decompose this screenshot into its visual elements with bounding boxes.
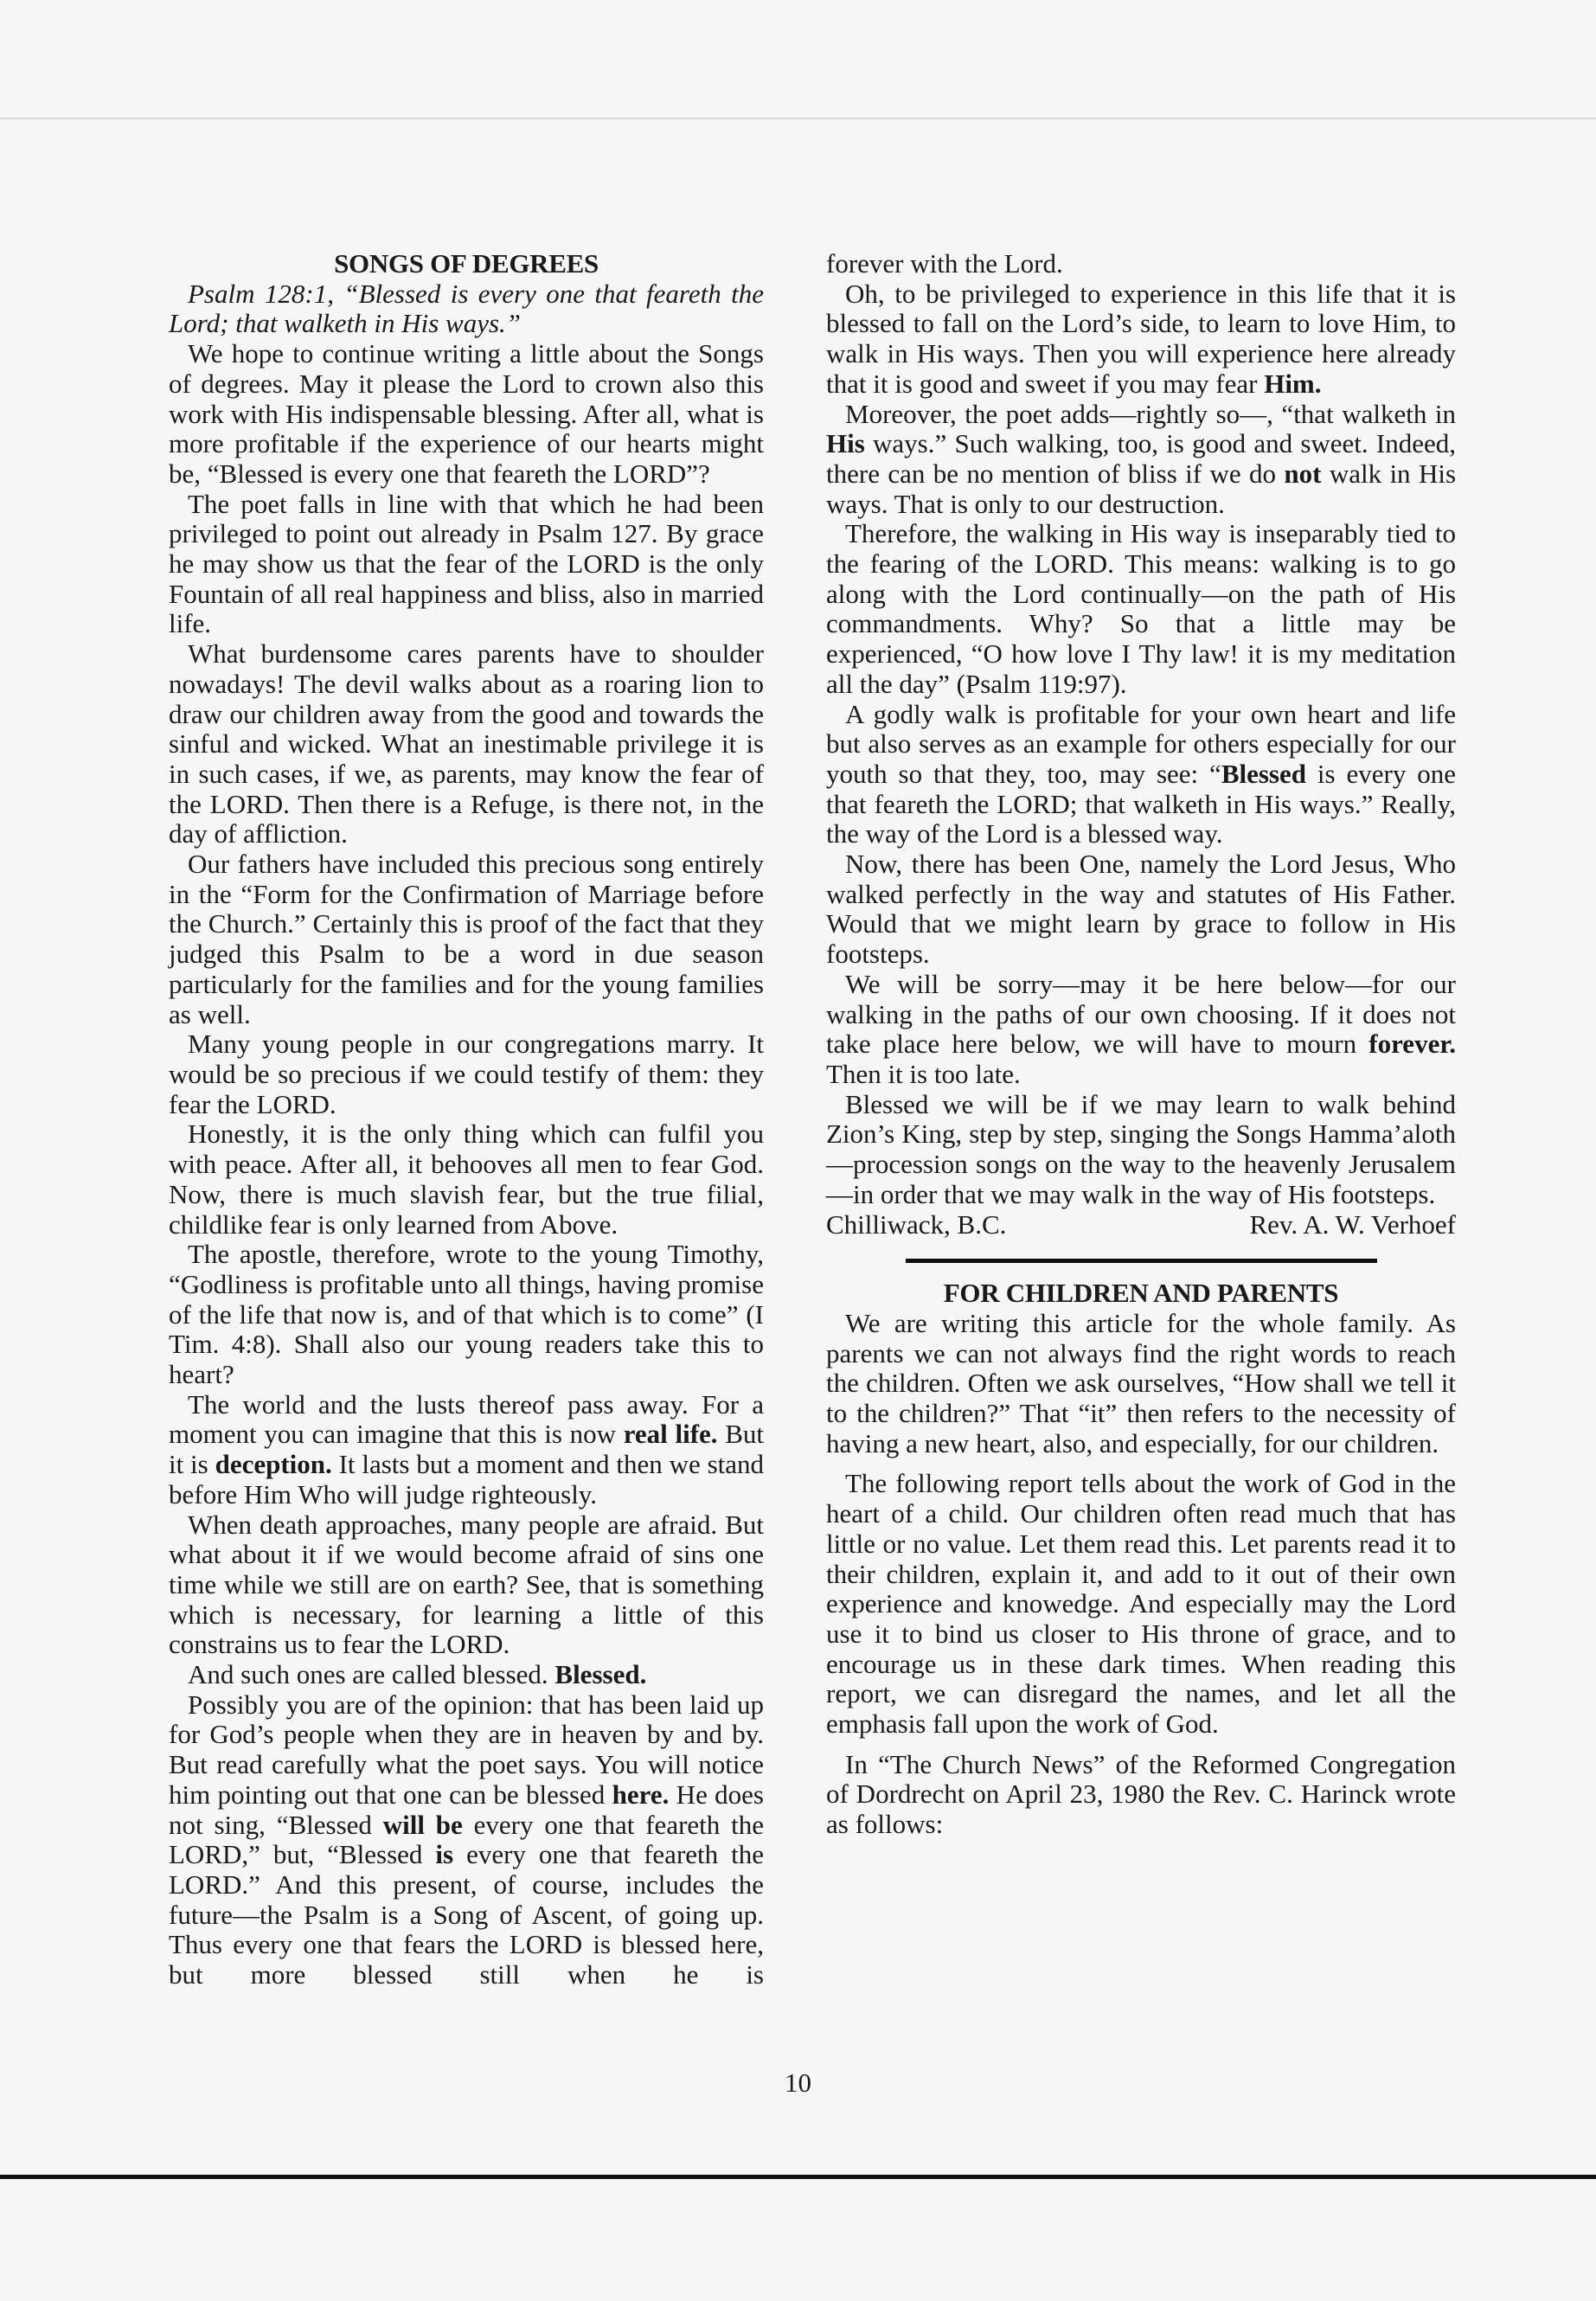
paragraph xyxy=(826,1090,1456,1210)
text-run: Possibly you are of the opinion: that has been laid up for God’s people when they are in heaven by and by. But read carefully what the poet says. You will notice him pointing out that one can be blessed xyxy=(169,1689,764,1810)
paragraph xyxy=(826,1469,1456,1739)
paragraph xyxy=(169,1660,764,1690)
text-run: What burdensome cares parents have to shoulder nowadays! The devil walks about as a roaring lion to draw our children away from the good and towards the sinful and wicked. What an inestimable privilege it is in such cases, if we, as parents, may know the fear of the LORD. Then there is a Refuge, is there not, in the day of affliction. xyxy=(169,638,764,849)
text-run: ways.” Such walking, too, is good and sweet. Indeed, there can be no mention of bliss if we do xyxy=(826,428,1456,489)
article-title-for-children-and-parents: FOR CHILDREN AND PARENTS xyxy=(943,1278,1339,1309)
paragraph xyxy=(169,1240,764,1390)
text-run: A godly walk is profitable for your own heart and life but also serves as an example for others especially for our youth so that they, too, may see: “ xyxy=(826,698,1456,789)
text-run: He does not sing, “Blessed xyxy=(169,1779,764,1840)
text-run: Now, there has been One, namely the Lord Jesus, Who walked perfectly in the way and statutes of His Father. Would that we might learn by grace to follow in His footsteps. xyxy=(826,849,1456,970)
text-run: Oh, to be privileged to experience in this life that it is blessed to fall on the Lord’s side, to learn to love Him, to walk in His ways. Then you will experience here already that it is good and sweet if you may fear xyxy=(826,278,1456,399)
text-run: Many young people in our congregations marry. It would be so precious if we could testify of them: they fear the LORD. xyxy=(169,1029,764,1119)
paragraph xyxy=(169,1510,764,1661)
paragraph xyxy=(169,1029,764,1119)
paragraph xyxy=(826,279,1456,400)
text-run: every one that feareth the LORD,” but, “Blessed xyxy=(169,1809,764,1870)
text-run: Therefore, the walking in His way is inseparably tied to the fearing of the LORD. This means: walking is to go along with the Lord continually—on the path of His commandments. Why? So that a little may be experienced, “O how love I Thy law! it is my meditation all the day” (Psalm 119:97). xyxy=(826,518,1456,699)
bold-text: Blessed. xyxy=(554,1659,647,1690)
text-run: forever with the Lord. xyxy=(826,248,1063,279)
paragraph xyxy=(169,279,764,339)
paragraph xyxy=(169,639,764,849)
text-run: The world and the lusts thereof pass away. For a moment you can imagine that this is now xyxy=(169,1388,764,1450)
bold-text: will be xyxy=(382,1809,463,1840)
text-run: is every one that feareth the LORD; that walketh in His ways.” Really, the way of the Lord is a blessed way. xyxy=(826,758,1456,849)
paragraph xyxy=(169,1390,764,1510)
paragraph xyxy=(169,1119,764,1240)
paragraph xyxy=(826,970,1456,1090)
right-column xyxy=(826,249,1456,1840)
text-run: every one that feareth the LORD.” And this present, of course, includes the future—the Psalm is a Song of Ascent, of going up. Thus every one that fears the LORD is blessed here, but more blessed still when he is xyxy=(169,1839,764,1990)
bold-text: Him. xyxy=(1264,368,1322,399)
bold-text: is xyxy=(435,1839,454,1870)
article-signature xyxy=(826,1210,1456,1240)
paragraph xyxy=(826,249,1456,279)
paragraph xyxy=(169,339,764,490)
text-run: walk in His ways. That is only to our destruction. xyxy=(826,458,1457,519)
signature-author: Rev. A. W. Verhoef xyxy=(1249,1208,1456,1240)
article1-right-body xyxy=(826,249,1456,1210)
paragraph xyxy=(169,490,764,640)
article2-body xyxy=(826,1309,1456,1840)
paragraph xyxy=(826,849,1456,970)
bold-text: forever. xyxy=(1368,1029,1456,1060)
text-run: The apostle, therefore, wrote to the young Timothy, “Godliness is profitable unto all things, having promise of the life that now is, and of that which is to come” (I Tim. 4:8). Shall also our young readers take this to heart? xyxy=(169,1239,764,1390)
text-run: But it is xyxy=(169,1419,764,1480)
text-run: The following report tells about the work of God in the heart of a child. Our children often read much that has little or no value. Let them read this. Let parents read it to their children, explain it, and add to it out of their own experience and knowedge. And especially may the Lord use it to bind us closer to His throne of grace, and to encourage us in these dark times. When reading this report, we can disregard the names, and let all the emphasis fall upon the work of God. xyxy=(826,1468,1456,1740)
bold-text: His xyxy=(826,428,865,459)
text-run: Our fathers have included this precious song entirely in the “Form for the Confirmation of Marriage before the Church.” Certainly this is proof of the fact that they judged this Psalm to be a word in due season particularly for the families and for the young families as well. xyxy=(169,849,764,1029)
text-run: Blessed we will be if we may learn to walk behind Zion’s King, step by step, singing the Songs Hamma’aloth—procession songs on the way to the heavenly Jerusalem—in order that we may walk in the way of His footsteps. xyxy=(826,1088,1456,1209)
paragraph xyxy=(826,519,1456,699)
text-run: The poet falls in line with that which he had been privileged to point out already in Psalm 127. By grace he may show us that the fear of the LORD is the only Fountain of all real happiness and bliss, also in married life. xyxy=(169,488,764,639)
text-run: And such ones are called blessed. xyxy=(188,1659,555,1690)
text-run: It lasts but a moment and then we stand before Him Who will judge righteously. xyxy=(169,1449,765,1509)
page-bottom-rule xyxy=(0,2175,1596,2179)
text-run: In “The Church News” of the Reformed Congregation of Dordrecht on April 23, 1980 the Rev. C. Harinck wrote as follows: xyxy=(826,1748,1456,1840)
text-run: We will be sorry—may it be here below—for our walking in the paths of our own choosing. If it does not take place here below, we will have to mourn xyxy=(826,968,1456,1060)
signature-place: Chilliwack, B.C. xyxy=(826,1208,1007,1240)
text-run: When death approaches, many people are afraid. But what about it if we would become afraid of sins one time while we still are on earth? See, that is something which is necessary, for learning a little of this constrains us to fear the LORD. xyxy=(169,1509,764,1660)
bold-text: not xyxy=(1284,458,1322,489)
paragraph xyxy=(169,1690,764,1990)
paragraph xyxy=(826,400,1456,520)
bold-text: real life. xyxy=(623,1419,718,1450)
text-run: Psalm 128:1, “Blessed is every one that feareth the Lord; that walketh in His ways.” xyxy=(169,278,764,339)
article-title-songs-of-degrees: SONGS OF DEGREES xyxy=(334,248,599,279)
bold-text: here. xyxy=(612,1779,670,1810)
bold-text: deception. xyxy=(215,1449,332,1480)
section-divider xyxy=(906,1259,1377,1263)
text-run: Moreover, the poet adds—rightly so—, “that walketh in xyxy=(845,398,1456,429)
page-top-edge xyxy=(0,118,1596,119)
text-run: Honestly, it is the only thing which can fulfil you with peace. After all, it behooves all men to fear God. Now, there is much slavish fear, but the true filial, childlike fear is only learned from Above. xyxy=(169,1118,764,1240)
text-run: We are writing this article for the whole family. As parents we can not always find the right words to reach the children. Often we ask ourselves, “How shall we tell it to the children?” That “it” then refers to the necessity of having a new heart, also, and especially, for our children. xyxy=(826,1307,1456,1458)
page-number: 10 xyxy=(785,2067,811,2098)
paragraph xyxy=(826,700,1456,850)
text-run: Then it is too late. xyxy=(826,1058,1021,1089)
bold-text: Blessed xyxy=(1221,758,1306,789)
article1-left-body xyxy=(169,279,764,1990)
paragraph xyxy=(826,1750,1456,1840)
text-run: We hope to continue writing a little about the Songs of degrees. May it please the Lord to crown also this work with His indispensable blessing. After all, what is more profitable if the experience of our hearts might be, “Blessed is every one that feareth the LORD”? xyxy=(169,338,764,489)
paragraph xyxy=(169,849,764,1029)
paragraph xyxy=(826,1309,1456,1459)
left-column xyxy=(169,249,764,1990)
